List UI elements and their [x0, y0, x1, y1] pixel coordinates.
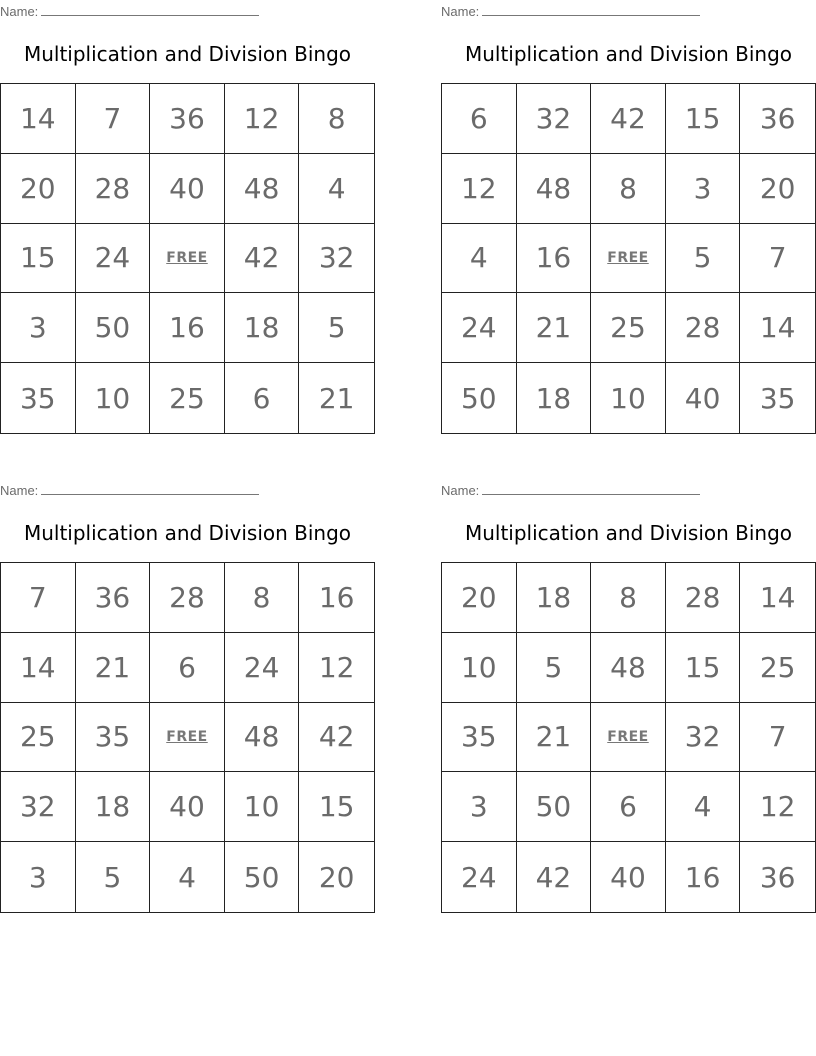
bingo-cell: 4 [299, 154, 374, 224]
name-label: Name: [441, 483, 480, 498]
bingo-cell: 35 [759, 381, 796, 415]
card-title: Multiplication and Division Bingo [23, 521, 352, 545]
free-space: FREE [150, 703, 225, 773]
bingo-cell: 18 [76, 772, 151, 842]
bingo-cell: 7 [740, 703, 815, 773]
bingo-card-3 [0, 479, 375, 919]
bingo-cell: 7 [1, 563, 76, 633]
name-label: Name: [441, 4, 480, 19]
bingo-cell: 40 [150, 154, 225, 224]
bingo-cell: 7 [76, 84, 151, 154]
bingo-cell: 32 [517, 84, 592, 154]
bingo-cell: 35 [1, 363, 76, 433]
bingo-cell: 16 [517, 224, 592, 294]
bingo-cell: 12 [740, 772, 815, 842]
bingo-cell: 28 [666, 563, 741, 633]
bingo-cell: 40 [591, 842, 666, 912]
bingo-grid [441, 83, 816, 434]
bingo-cell: 21 [517, 293, 592, 363]
bingo-cell: 18 [517, 363, 592, 433]
bingo-cell: 24 [442, 842, 517, 912]
bingo-cell: 14 [1, 84, 76, 154]
bingo-cell: 15 [299, 772, 374, 842]
bingo-cell: 16 [299, 563, 374, 633]
bingo-cell: 16 [150, 293, 225, 363]
free-space: FREE [591, 703, 666, 773]
bingo-cell: 36 [759, 860, 796, 894]
bingo-cell: 24 [76, 224, 151, 294]
bingo-cell: 14 [740, 293, 815, 363]
bingo-cell: 15 [1, 224, 76, 294]
bingo-cell: 5 [76, 842, 151, 912]
card-title: Multiplication and Division Bingo [464, 42, 793, 66]
bingo-cell: 32 [1, 772, 76, 842]
bingo-cell: 21 [76, 633, 151, 703]
bingo-cell: 7 [740, 224, 815, 294]
bingo-cell: 35 [442, 703, 517, 773]
bingo-cell: 21 [517, 703, 592, 773]
card-title: Multiplication and Division Bingo [23, 42, 352, 66]
name-line [441, 482, 700, 498]
bingo-cell: 50 [442, 363, 517, 433]
bingo-cell: 20 [318, 860, 355, 894]
bingo-cell: 18 [517, 563, 592, 633]
bingo-cell: 25 [150, 363, 225, 433]
name-blank [41, 3, 259, 16]
bingo-cell: 15 [666, 633, 741, 703]
bingo-cell: 3 [666, 154, 741, 224]
name-blank [482, 482, 700, 495]
bingo-cell: 12 [225, 84, 300, 154]
bingo-cell: 8 [299, 84, 374, 154]
bingo-cell: 42 [225, 224, 300, 294]
bingo-cell: 24 [225, 633, 300, 703]
free-space: FREE [591, 224, 666, 294]
bingo-cell: 48 [517, 154, 592, 224]
bingo-cell: 20 [1, 154, 76, 224]
bingo-cell: 14 [740, 563, 815, 633]
bingo-cell: 20 [442, 563, 517, 633]
bingo-cell: 42 [517, 842, 592, 912]
bingo-grid [0, 562, 375, 913]
bingo-cell: 5 [666, 224, 741, 294]
bingo-cell: 5 [299, 293, 374, 363]
bingo-cell: 50 [225, 842, 300, 912]
bingo-cell: 28 [76, 154, 151, 224]
bingo-cell: 42 [591, 84, 666, 154]
free-space: FREE [150, 224, 225, 294]
name-line [0, 3, 259, 19]
bingo-cell: 25 [591, 293, 666, 363]
bingo-cell: 48 [591, 633, 666, 703]
name-blank [482, 3, 700, 16]
bingo-grid [441, 562, 816, 913]
bingo-cell: 3 [442, 772, 517, 842]
name-label: Name: [0, 483, 39, 498]
bingo-cell: 10 [442, 633, 517, 703]
bingo-cell: 42 [299, 703, 374, 773]
bingo-cell: 32 [666, 703, 741, 773]
bingo-cell: 50 [76, 293, 151, 363]
bingo-cell: 4 [666, 772, 741, 842]
bingo-cell: 40 [150, 772, 225, 842]
bingo-cell: 10 [591, 363, 666, 433]
bingo-cell: 3 [1, 842, 76, 912]
bingo-cell: 10 [225, 772, 300, 842]
bingo-cell: 35 [76, 703, 151, 773]
bingo-grid [0, 83, 375, 434]
bingo-cell: 8 [591, 563, 666, 633]
bingo-card-4 [441, 479, 816, 919]
bingo-cell: 21 [318, 381, 355, 415]
bingo-cell: 15 [666, 84, 741, 154]
bingo-cell: 28 [666, 293, 741, 363]
bingo-cell: 25 [1, 703, 76, 773]
name-blank [41, 482, 259, 495]
name-line [0, 482, 259, 498]
name-line [441, 3, 700, 19]
bingo-cell: 48 [225, 154, 300, 224]
bingo-cell: 24 [442, 293, 517, 363]
bingo-cell: 8 [591, 154, 666, 224]
card-title: Multiplication and Division Bingo [464, 521, 793, 545]
bingo-cell: 25 [740, 633, 815, 703]
bingo-cell: 36 [150, 84, 225, 154]
bingo-cell: 40 [666, 363, 741, 433]
bingo-cell: 10 [76, 363, 151, 433]
bingo-cell: 36 [740, 84, 815, 154]
bingo-cell: 8 [225, 563, 300, 633]
bingo-cell: 12 [299, 633, 374, 703]
name-label: Name: [0, 4, 39, 19]
bingo-cell: 14 [1, 633, 76, 703]
bingo-cell: 12 [442, 154, 517, 224]
bingo-cell: 16 [666, 842, 741, 912]
bingo-card-2 [441, 0, 816, 440]
bingo-cell: 20 [740, 154, 815, 224]
bingo-cell: 4 [442, 224, 517, 294]
bingo-cell: 48 [225, 703, 300, 773]
bingo-cell: 3 [1, 293, 76, 363]
bingo-cell: 18 [225, 293, 300, 363]
bingo-cell: 6 [225, 363, 300, 433]
bingo-cell: 5 [517, 633, 592, 703]
bingo-cell: 32 [299, 224, 374, 294]
bingo-cell: 4 [150, 842, 225, 912]
bingo-cell: 28 [150, 563, 225, 633]
bingo-cell: 6 [591, 772, 666, 842]
bingo-cell: 6 [150, 633, 225, 703]
bingo-cell: 6 [442, 84, 517, 154]
bingo-cell: 50 [517, 772, 592, 842]
bingo-card-1 [0, 0, 375, 440]
bingo-cell: 36 [76, 563, 151, 633]
